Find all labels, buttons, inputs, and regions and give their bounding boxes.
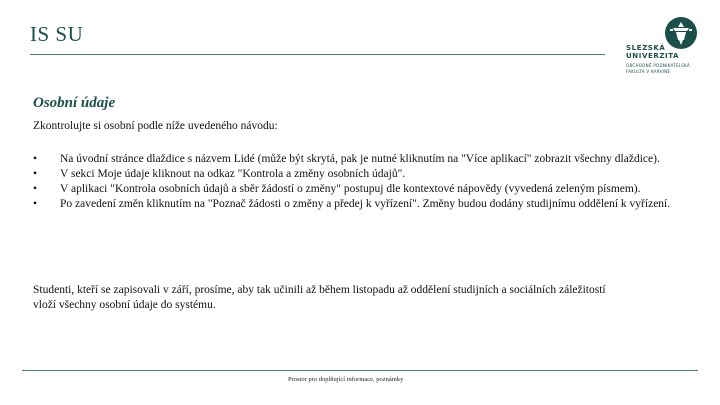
- logo-faculty-line1: OBCHODNĚ PODNIKATELSKÁ: [626, 63, 691, 68]
- top-divider: [30, 54, 605, 55]
- bullet-marker: •: [33, 198, 38, 210]
- logo-text-line2: UNIVERZITA: [626, 52, 680, 60]
- bullet-marker: •: [33, 183, 38, 195]
- bullet-marker: •: [33, 168, 38, 180]
- bottom-divider: [22, 370, 698, 371]
- list-item-text: V aplikaci "Kontrola osobních údajů a sběr žádostí o změny" postupuj dle kontextové nápovědy (vyvedená zeleným písmem).: [60, 183, 641, 195]
- footer-note: Prostor pro doplňující informace, poznámky: [288, 376, 404, 383]
- list-item: [33, 197, 673, 212]
- logo-text-line1: SLEZSKÁ: [626, 44, 666, 52]
- list-item-text: V sekci Moje údaje kliknout na odkaz "Kontrola a změny osobních údajů".: [60, 168, 406, 180]
- list-item-text: Na úvodní stránce dlaždice s názvem Lidé (může být skrytá, pak je nutné kliknutím na "Více aplikací" zobrazit všechny dlaždice).: [60, 153, 660, 165]
- bullet-marker: •: [33, 153, 38, 165]
- intro-text: Zkontrolujte si osobní podle níže uvedeného návodu:: [33, 120, 278, 132]
- list-item: [33, 182, 673, 197]
- list-item: [33, 167, 673, 182]
- list-item-text: Po zavedení změn kliknutím na "Poznač žádosti o změny a předej k vyřízení". Změny budou dodány studijnímu oddělení k vyřízení.: [60, 198, 671, 210]
- instruction-list: [33, 152, 673, 212]
- list-item: [33, 152, 673, 167]
- university-logo: [622, 16, 702, 80]
- note-paragraph: Studenti, kteří se zapisovali v září, prosíme, aby tak učinili až během listopadu až oddělení studijních a sociálních záležitostí vloží všechny osobní údaje do systému.: [33, 284, 606, 311]
- university-emblem-icon: [664, 16, 698, 50]
- logo-faculty-line2: FAKULTA V KARVINÉ: [626, 69, 671, 74]
- section-heading: Osobní údaje: [33, 95, 116, 111]
- slide-title: IS SU: [30, 22, 84, 46]
